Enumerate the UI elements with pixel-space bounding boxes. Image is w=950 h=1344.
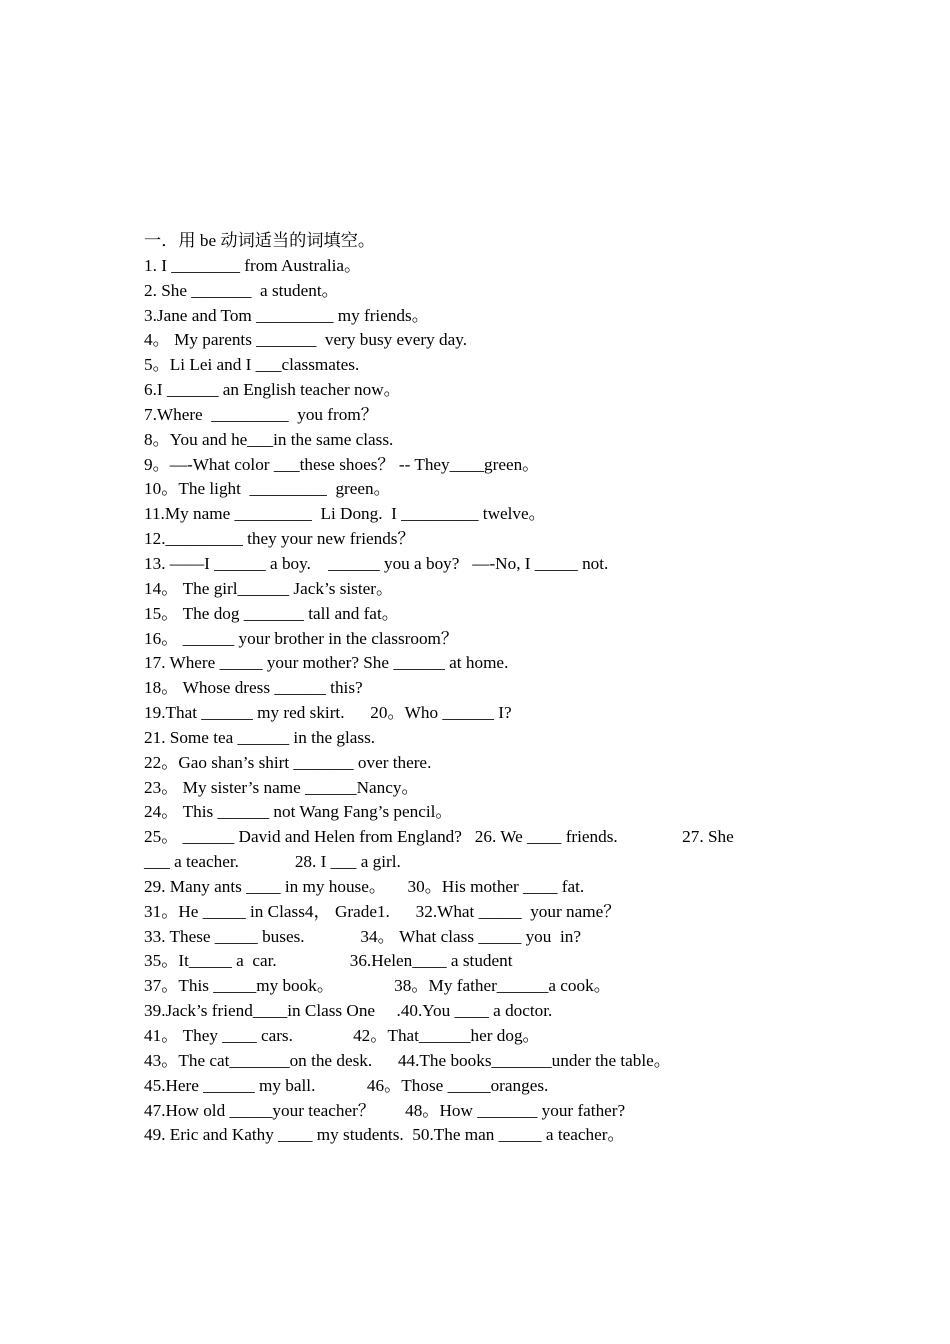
exercise-line: 25。 ______ David and Helen from England? 26. We ____ friends. 27. She [144,827,734,847]
exercise-line: 19.That ______ my red skirt. 20。Who ______ I? [144,703,512,723]
exercise-line: 29. Many ants ____ in my house。 30。His mother ____ fat. [144,876,585,896]
exercise-line: 43。The cat_______on the desk. 44.The books_______under the table。 [144,1050,671,1070]
exercise-line: 47.How old _____your teacher？ 48。How _______ your father? [144,1100,626,1120]
exercise-line: 1. I ________ from Australia。 [144,255,362,275]
exercise-line: 14。 The girl______ Jack’s sister。 [144,578,394,598]
exercise-line: 6.I ______ an English teacher now。 [144,380,401,400]
exercise-line: 33. These _____ buses. 34。 What class _____ you in? [144,926,581,946]
exercise-line: 23。 My sister’s name ______Nancy。 [144,777,419,797]
exercise-line: 4。 My parents _______ very busy every day. [144,330,467,350]
exercise-line: 5。Li Lei and I ___classmates. [144,355,360,375]
exercise-line: 15。 The dog _______ tall and fat。 [144,603,399,623]
exercise-line: 11.My name _________ Li Dong. I _________ twelve。 [144,504,546,524]
exercise-line: 3.Jane and Tom _________ my friends。 [144,305,429,325]
exercise-line: 8。You and he___in the same class. [144,429,394,449]
exercise-line: 10。The light _________ green。 [144,479,391,499]
exercise-line: 45.Here ______ my ball. 46。Those _____oranges. [144,1075,549,1095]
exercise-line: 21. Some tea ______ in the glass. [144,727,376,747]
worksheet [144,229,824,1148]
exercise-line: 18。 Whose dress ______ this? [144,678,363,698]
exercise-line: 12._________ they your new friends？ [144,529,415,549]
exercise-line: 37。This _____my book。 38。My father______a cook。 [144,976,611,996]
exercise-line: 7.Where _________ you from？ [144,404,378,424]
exercise-line: 22。Gao shan’s shirt _______ over there. [144,752,432,772]
exercise-line: 49. Eric and Kathy ____ my students. 50.The man _____ a teacher。 [144,1125,625,1145]
exercise-line: 13. ——I ______ a boy. ______ you a boy? —-No, I _____ not. [144,553,609,573]
exercise-line: 9。—-What color ___these shoes？ -- They____green。 [144,454,540,474]
exercise-line: 16。 ______ your brother in the classroom？ [144,628,459,648]
exercise-line: 35。It_____ a car. 36.Helen____ a student [144,951,513,971]
exercise-line: 2. She _______ a student。 [144,280,339,300]
section-heading: 一．用 be 动词适当的词填空。 [144,231,376,250]
exercise-line: 41。 They ____ cars. 42。That______her dog。 [144,1026,540,1045]
exercise-line: 39.Jack’s friend____in Class One .40.You ____ a doctor. [144,1001,553,1021]
exercise-line: 31。He _____ in Class4， Grade1. 32.What _____ your name？ [144,901,621,921]
exercise-line: 17. Where _____ your mother? She ______ at home. [144,653,509,673]
exercise-line: 24。 This ______ not Wang Fang’s pencil。 [144,802,453,822]
exercise-line: ___ a teacher. 28. I ___ a girl. [144,852,401,872]
exercise-list [144,254,824,1148]
